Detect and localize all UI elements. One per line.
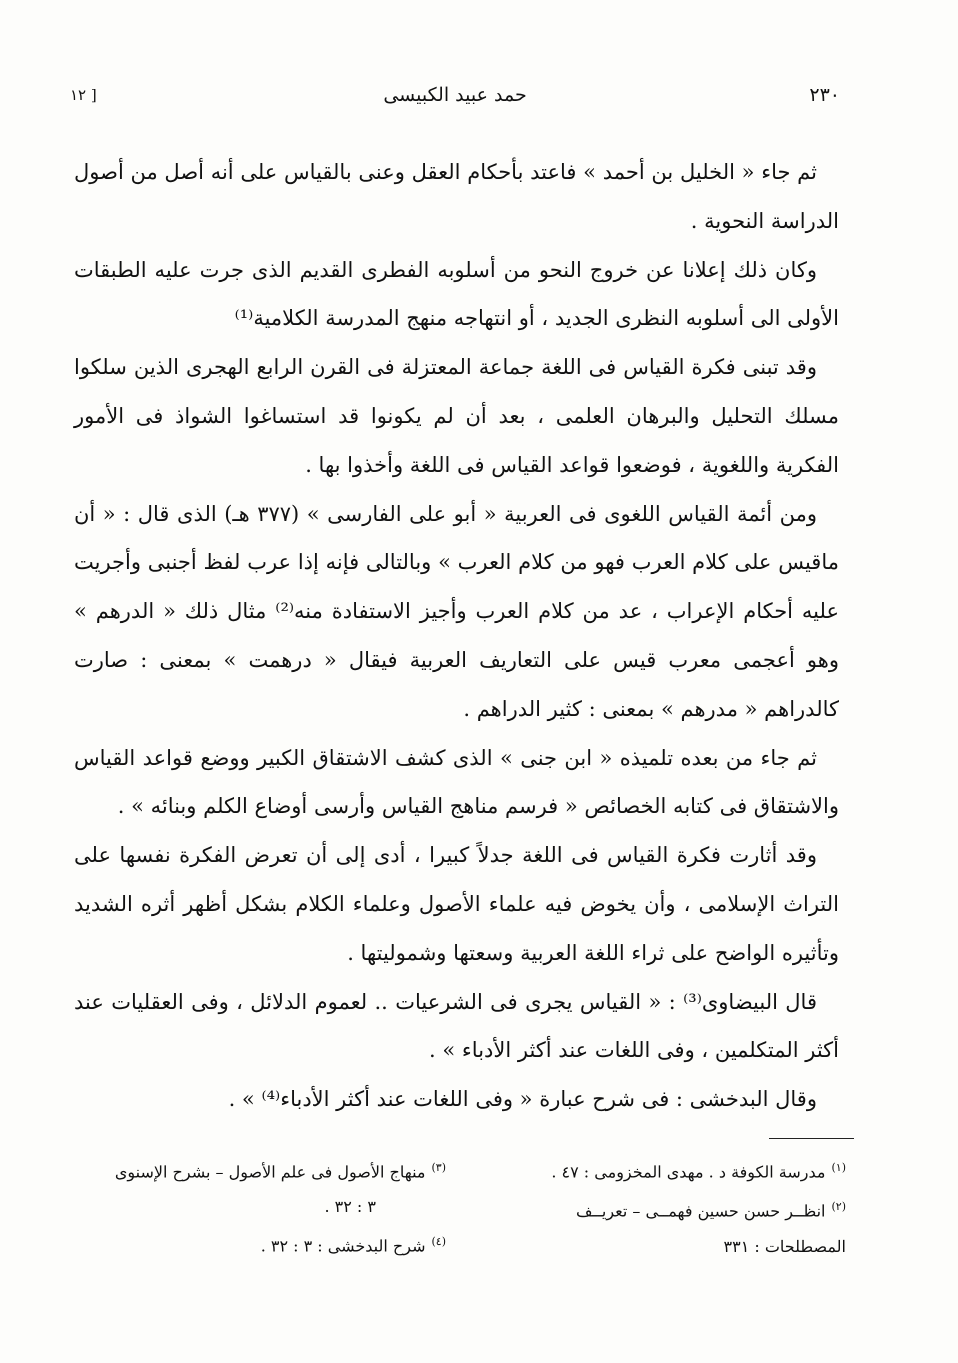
paragraph-5: ثم جاء من بعده تلميذه « ابن جنى » الذى كشف الاشتقاق الكبير ووضع قواعد القياس والاشتقاق فى كتابه الخصائص « فرسم مناهج القياس وأرسى أوضاع الكلم وبنائه » .	[74, 745, 839, 819]
footnote-3-continuation: ٣ : ٣٢ .	[324, 1197, 376, 1217]
footnote-4	[66, 1224, 446, 1263]
running-header-author: حمد عبيد الكبيسى	[383, 84, 527, 106]
running-header	[70, 84, 840, 114]
paragraph-3: وقد تبنى فكرة القياس فى اللغة جماعة المعتزلة فى القرن الرابع الهجرى الذين سلكوا مسلك التحليل والبرهان العلمى ، بعد أن لم يكونوا قد استساغوا الشواذ فى الأمور الفكرية واللغوية ، فوضعوا قواعد القياس فى اللغة وأخذوا بها .	[74, 355, 839, 477]
body-text	[74, 148, 839, 1124]
footnote-2-number: (٢)	[831, 1200, 846, 1214]
footnote-2	[466, 1189, 846, 1228]
footnotes-left-column	[66, 1150, 446, 1264]
footnote-2-continuation: المصطلحات : ٣٣١	[723, 1236, 846, 1256]
footnotes	[66, 1150, 846, 1260]
footnote-2-text: انظــر حسن حسين فهمــى – تعريــف	[575, 1201, 826, 1221]
paragraph-1: ثم جاء « الخليل بن أحمد » فاعتد بأحكام العقل وعنى بالقياس على أنه أصل من أصول الدراسة النحوية .	[74, 160, 839, 233]
page-number: ٢٣٠	[809, 84, 840, 106]
paragraph-7: قال البيضاوى⁽³⁾ : « القياس يجرى فى الشرعيات .. لعموم الدلائل ، وفى العقليات عند أكثر المتكلمين ، وفى اللغات عند أكثر الأدباء » .	[74, 989, 839, 1063]
footnote-3-text: منهاج الأصول فى علم الأصول – بشرح الإسنوى	[114, 1162, 426, 1182]
paragraph-2: وكان ذلك إعلانا عن خروج النحو من أسلوبه الفطرى القديم الذى جرت عليه الطبقات الأولى الى أسلوبه النظرى الجديد ، أو انتهاجه منهج المدرسة الكلامية⁽¹⁾	[74, 257, 839, 331]
footnote-1-text: مدرسة الكوفة د . مهدى المخزومى : ٤٧ .	[551, 1162, 826, 1182]
footnote-3-number: (٣)	[431, 1161, 446, 1174]
paragraph-6: وقد أثارت فكرة القياس فى اللغة جدلاً كبيرا ، أدى إلى أن تعرض الفكرة نفسها على التراث الإسلامى ، وأن يخوض فيه علماء الأصول وعلماء الكلام بشكل أظهر أثره الشديد وتأثيره الواضح على ثراء اللغة العربية وسعتها وشموليتها .	[74, 843, 839, 965]
paragraph-8: وقال البدخشى : فى شرح عبارة « وفى اللغات عند أكثر الأدباء⁽⁴⁾ » .	[228, 1087, 817, 1112]
footnote-3	[66, 1150, 446, 1189]
corner-mark: [ ١٢	[70, 86, 97, 104]
footnote-divider	[769, 1138, 854, 1139]
paragraph-4: ومن أئمة القياس اللغوى فى العربية « أبو على الفارسى » (٣٧٧ هـ) الذى قال : « أن ماقيس على كلام العرب فهو من كلام العرب » وبالتالى فإنه إذا عرب لفظ أجنبى وأجريت عليه أحكام الإعراب ، عد من كلام العرب وأجيز الاستفادة منه⁽²⁾ مثال ذلك « الدرهم » وهو أعجمى معرب قيس على التعاريف العربية فيقال « درهمت » بمعنى : صارت كالدراهم « مدرهم » بمعنى : كثير الدراهم .	[74, 501, 839, 721]
footnotes-right-column	[466, 1150, 846, 1264]
footnote-1	[466, 1150, 846, 1189]
footnote-4-text: شرح البدخشى : ٣ : ٣٢ .	[260, 1236, 426, 1256]
footnote-4-number: (٤)	[431, 1235, 446, 1249]
footnote-1-number: (١)	[831, 1161, 846, 1174]
